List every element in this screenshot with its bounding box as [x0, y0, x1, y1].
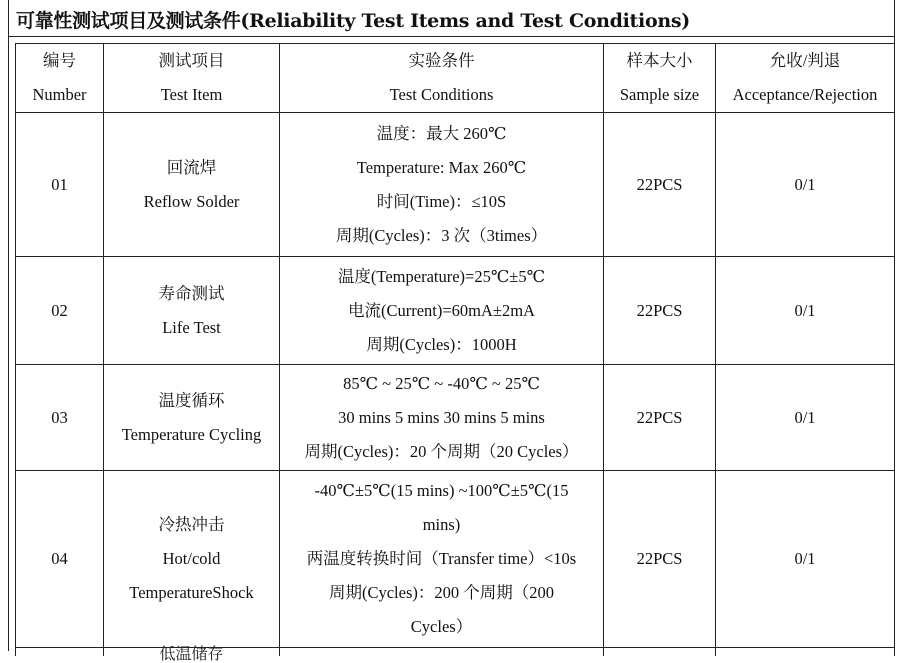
header-acceptance-rejection: 允收/判退 Acceptance/Rejection	[716, 44, 895, 113]
row-acceptance: 0/1	[716, 257, 895, 365]
row-test-conditions	[280, 648, 604, 656]
header-test-item: 测试项目 Test Item	[104, 44, 280, 113]
row-test-conditions: -40℃±5℃(15 mins) ~100℃±5℃(15 mins) 两温度转换时间（Transfer time）<10s 周期(Cycles)：200 个周期（200 Cycles）	[280, 471, 604, 648]
row-number: 01	[16, 113, 104, 257]
row-test-item: 回流焊 Reflow Solder	[104, 113, 280, 257]
row-number: 02	[16, 257, 104, 365]
page-title: 可靠性测试项目及测试条件(Reliability Test Items and Test Conditions)	[16, 10, 690, 32]
table-row	[16, 113, 895, 257]
row-number: 04	[16, 471, 104, 648]
row-acceptance: 0/1	[716, 113, 895, 257]
table-row	[16, 257, 895, 365]
row-sample-size	[604, 648, 716, 656]
row-test-conditions: 温度(Temperature)=25℃±5℃ 电流(Current)=60mA±2mA 周期(Cycles)：1000H	[280, 257, 604, 365]
header-sample-size: 样本大小 Sample size	[604, 44, 716, 113]
reliability-test-table	[15, 43, 895, 663]
header-number: 编号 Number	[16, 44, 104, 113]
table-row-partial	[16, 648, 895, 656]
row-sample-size: 22PCS	[604, 365, 716, 471]
header-test-conditions: 实验条件 Test Conditions	[280, 44, 604, 113]
row-test-item: 寿命测试 Life Test	[104, 257, 280, 365]
title-divider	[8, 36, 895, 37]
table-row	[16, 471, 895, 648]
row-number: 03	[16, 365, 104, 471]
row-sample-size: 22PCS	[604, 113, 716, 257]
table-row	[16, 365, 895, 471]
row-test-conditions: 85℃ ~ 25℃ ~ -40℃ ~ 25℃ 30 mins 5 mins 30 mins 5 mins 周期(Cycles)：20 个周期（20 Cycles）	[280, 365, 604, 471]
row-acceptance: 0/1	[716, 471, 895, 648]
row-number	[16, 648, 104, 656]
row-acceptance	[716, 648, 895, 656]
table-header-row	[16, 44, 895, 113]
row-test-conditions: 温度：最大 260℃ Temperature: Max 260℃ 时间(Time)：≤10S 周期(Cycles)：3 次（3times）	[280, 113, 604, 257]
row-sample-size: 22PCS	[604, 471, 716, 648]
row-test-item	[104, 645, 280, 663]
row-test-item: 温度循环 Temperature Cycling	[104, 365, 280, 471]
row-acceptance: 0/1	[716, 365, 895, 471]
partial-item-text: 低温储存	[159, 645, 224, 663]
row-sample-size: 22PCS	[604, 257, 716, 365]
row-test-item: 冷热冲击 Hot/cold TemperatureShock	[104, 471, 280, 648]
